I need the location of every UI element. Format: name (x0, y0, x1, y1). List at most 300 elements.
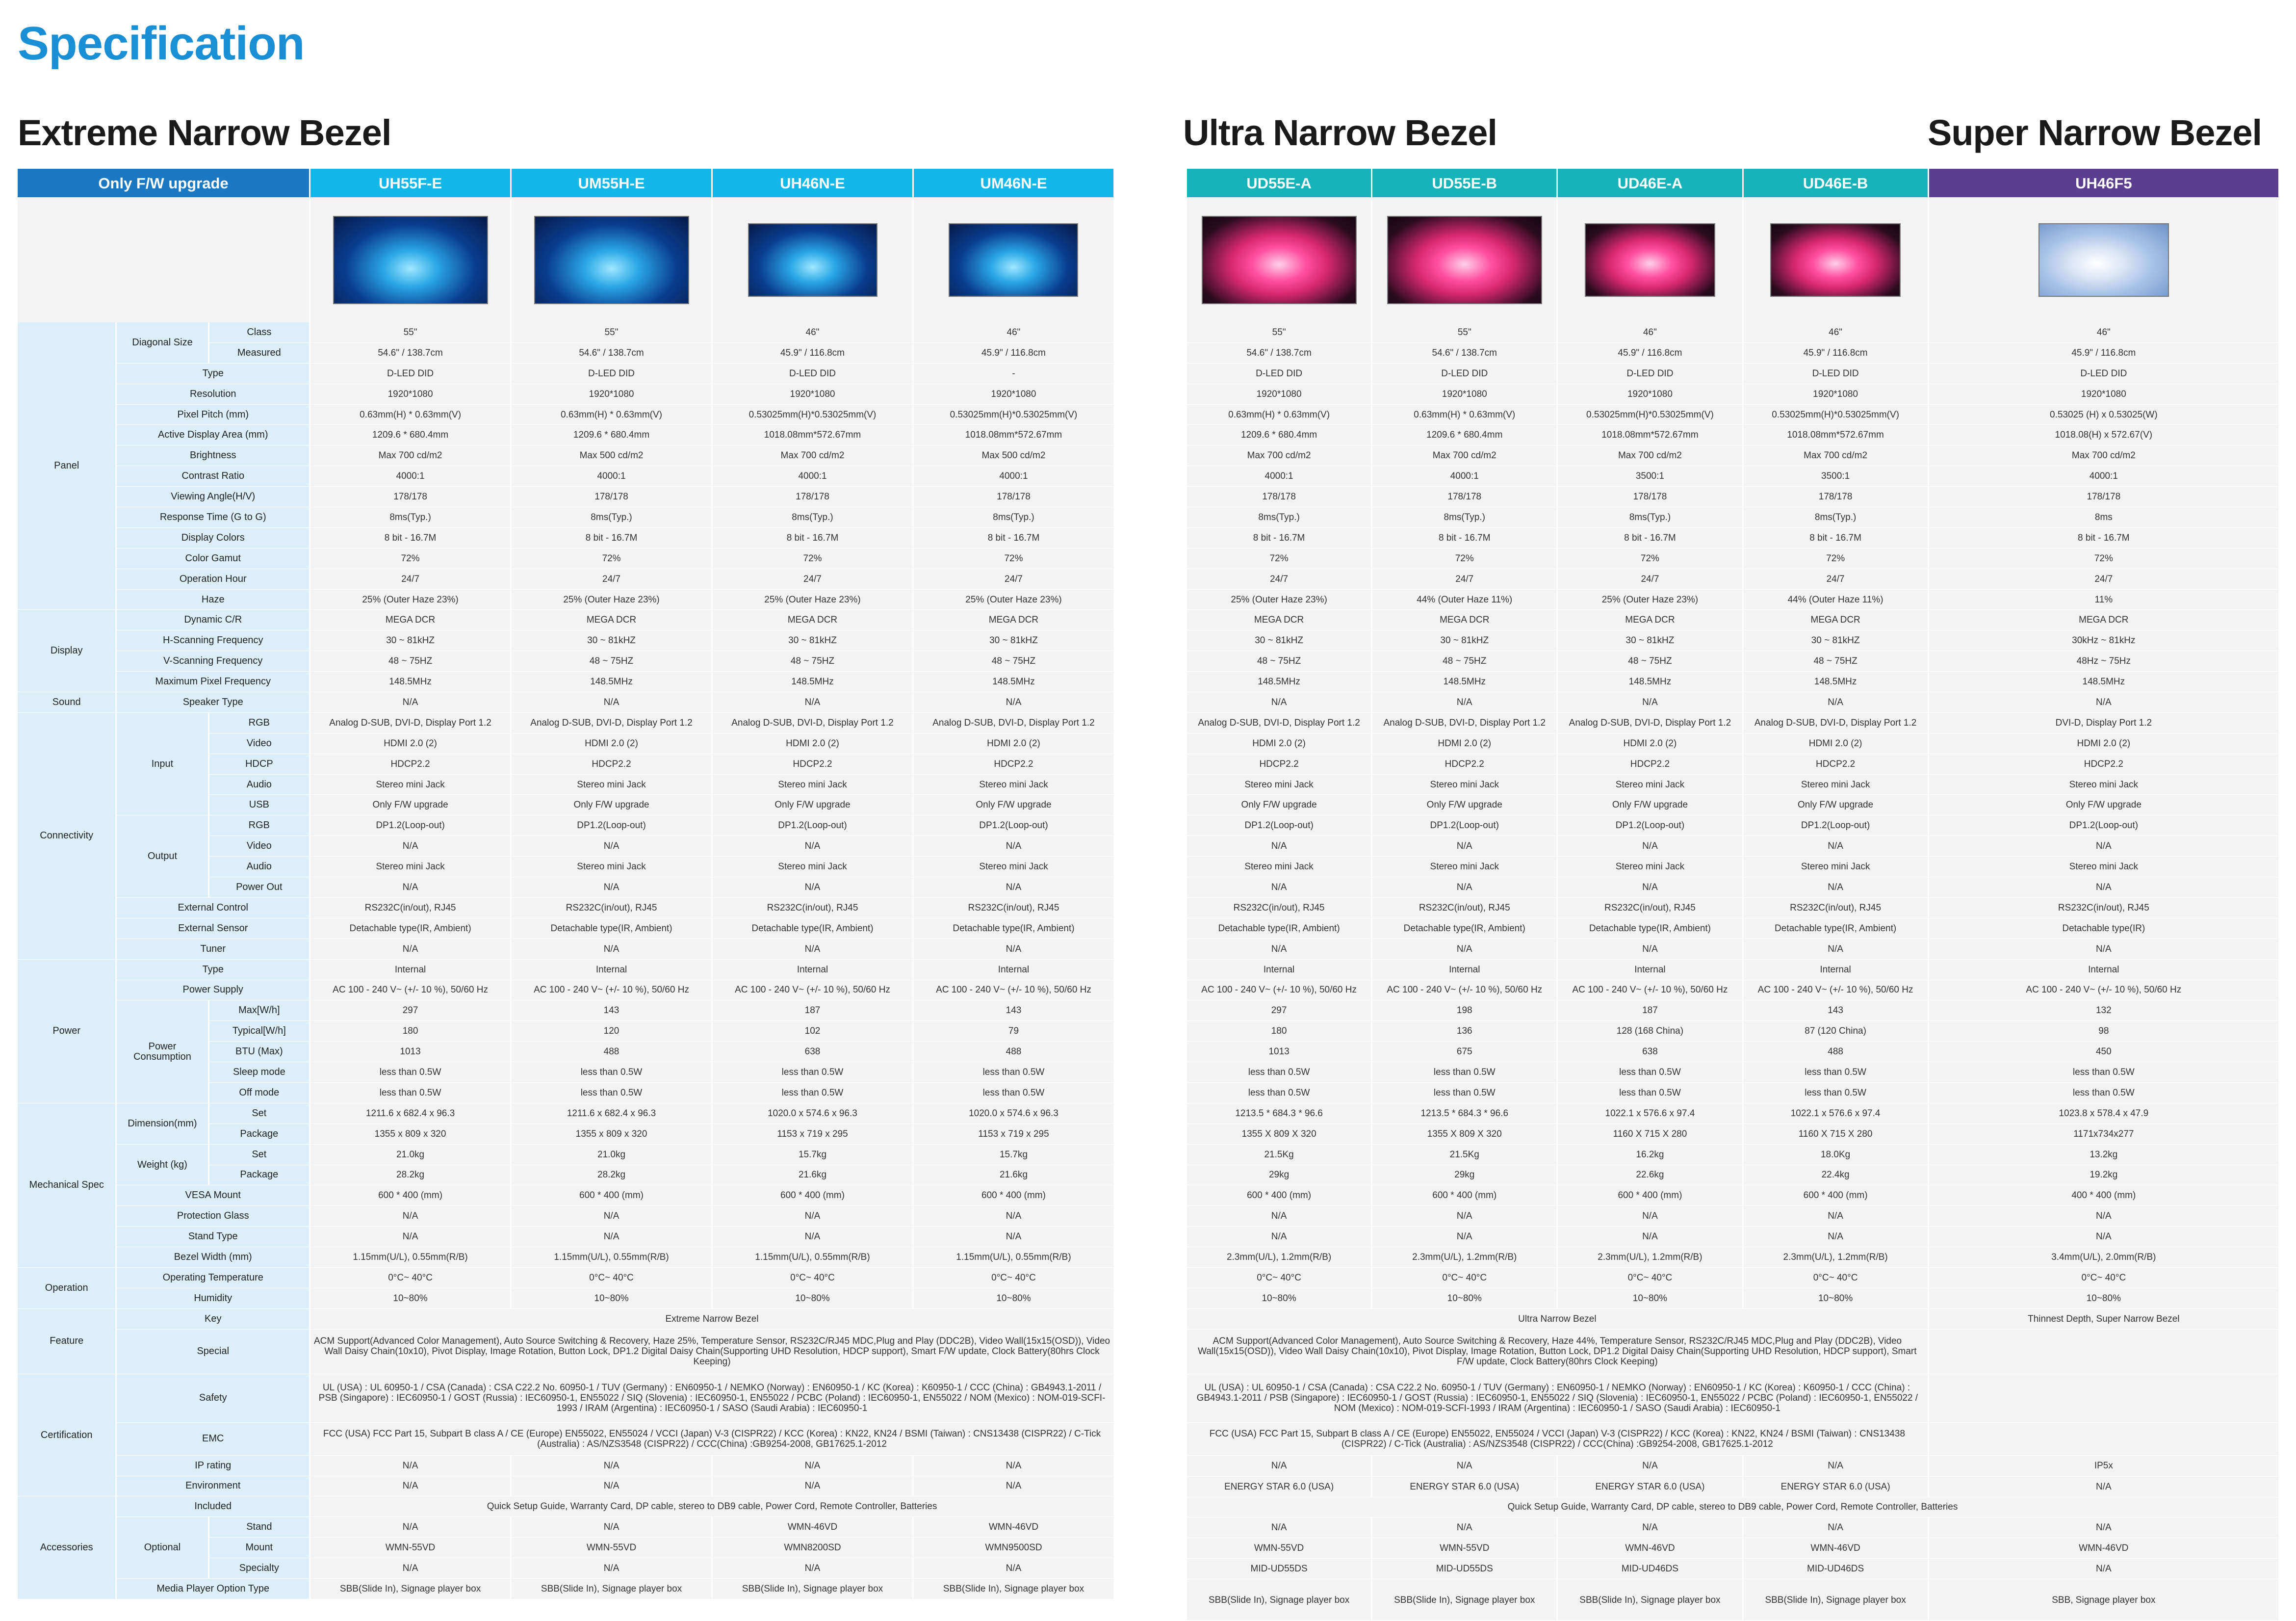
spec-value: MEGA DCR (1187, 610, 1371, 630)
spec-value: 1920*1080 (1744, 384, 1928, 405)
table-row (1183, 487, 2278, 507)
table-row (1183, 610, 2278, 630)
row-label: Set (209, 1145, 310, 1165)
row-label: Set (209, 1103, 310, 1124)
spec-value: 8ms(Typ.) (1744, 507, 1928, 528)
spec-value: 1020.0 x 574.6 x 96.3 (914, 1103, 1113, 1124)
spec-value: 21.6kg (713, 1165, 912, 1186)
table-row (1183, 1309, 2278, 1330)
spec-value: HDCP2.2 (713, 754, 912, 775)
row-label: Safety (117, 1374, 309, 1423)
spec-value: Internal (713, 960, 912, 980)
row-label: Max[W/h] (209, 1000, 310, 1021)
table-row (18, 322, 1113, 343)
hidden-spacer (1183, 754, 1186, 775)
spec-value: 0°C~ 40°C (512, 1268, 711, 1288)
table-row (18, 1206, 1113, 1227)
spec-value: 8ms(Typ.) (1187, 507, 1371, 528)
spec-value: Stereo mini Jack (310, 775, 510, 795)
row-label: BTU (Max) (209, 1042, 310, 1062)
spec-value: 24/7 (914, 569, 1113, 590)
table-row (1183, 405, 2278, 425)
hidden-spacer (1183, 1165, 1186, 1186)
spec-value: 29kg (1187, 1165, 1371, 1186)
spec-value: 8 bit - 16.7M (1929, 528, 2278, 549)
spec-value: N/A (1744, 1227, 1928, 1247)
spec-value: 10~80% (1372, 1288, 1556, 1309)
spec-value: 8 bit - 16.7M (1372, 528, 1556, 549)
spec-value: RS232C(in/out), RJ45 (1372, 898, 1556, 918)
row-label: Media Player Option Type (117, 1579, 309, 1599)
feature-special-value: ACM Support(Advanced Color Management), Auto Source Switching & Recovery, Haze 25%, Temperature Sensor, RS232C/RJ45 MDC,Plug and Play (DDC2B), Video Wall(15x15(OSD)), Video Wall Daisy Chain(10x10), Pivot Display, Image Rotation, Button Lock, DP1.2 Digital Daisy Chain(Supporting UHD Resolution, HDCP support), Smart F/W update, Clock Battery(80hrs Clock Keeping) (310, 1330, 1113, 1374)
spec-value: 600 * 400 (mm) (1558, 1185, 1742, 1206)
table-row (1183, 1165, 2278, 1186)
spec-value: 297 (310, 1000, 510, 1021)
spec-value: 8 bit - 16.7M (914, 528, 1113, 549)
spec-value: 0°C~ 40°C (713, 1268, 912, 1288)
spec-value: N/A (512, 877, 711, 898)
row-label (1184, 1456, 1186, 1477)
spec-value: 25% (Outer Haze 23%) (310, 590, 510, 610)
hidden-spacer (1183, 1103, 1186, 1124)
spec-value: WMN8200SD (713, 1538, 912, 1558)
spec-value: SBB(Slide In), Signage player box (512, 1579, 711, 1599)
spec-value: N/A (1187, 1206, 1371, 1227)
spec-value: D-LED DID (1744, 364, 1928, 384)
spec-value: 148.5MHz (914, 672, 1113, 692)
spec-value: DP1.2(Loop-out) (1744, 815, 1928, 836)
spec-value: Stereo mini Jack (1187, 775, 1371, 795)
spec-value: WMN-46VD (713, 1517, 912, 1538)
hidden-spacer (1183, 445, 1186, 466)
spec-value: N/A (1372, 1517, 1556, 1538)
accessories-included-value: Quick Setup Guide, Warranty Card, DP cable, stereo to DB9 cable, Power Cord, Remote Controller, Batteries (1187, 1497, 2278, 1518)
spec-value: 72% (1187, 549, 1371, 569)
spec-value: HDCP2.2 (914, 754, 1113, 775)
spec-value: 24/7 (512, 569, 711, 590)
spec-value: N/A (713, 692, 912, 713)
spec-value: N/A (512, 939, 711, 960)
spec-value: 16.2kg (1558, 1145, 1742, 1165)
spec-value: 600 * 400 (mm) (713, 1185, 912, 1206)
table-row (1183, 651, 2278, 672)
row-label: RGB (209, 713, 310, 733)
spec-value: 178/178 (1372, 487, 1556, 507)
table-row (1183, 836, 2278, 857)
spec-value: Stereo mini Jack (1187, 857, 1371, 877)
spec-value: 8 bit - 16.7M (1187, 528, 1371, 549)
spec-value: 48Hz ~ 75Hz (1929, 651, 2278, 672)
spec-value: HDCP2.2 (512, 754, 711, 775)
spec-value: Internal (310, 960, 510, 980)
table-row (1183, 384, 2278, 405)
table-row (18, 1103, 1113, 1124)
spec-value: 28.2kg (512, 1165, 711, 1186)
spec-value: 21.5Kg (1187, 1145, 1371, 1165)
spec-value: 45.9" / 116.8cm (713, 343, 912, 364)
cert-safety-value: UL (USA) : UL 60950-1 / CSA (Canada) : CSA C22.2 No. 60950-1 / TUV (Germany) : EN60950-1 / NEMKO (Norway) : EN60950-1 / KC (Korea) : K60950-1 / CCC (China) : GB4943.1-2011 / PSB (Singapore) : IEC60950-1 / GOST (Russia) : IEC60950-1, EN55022 / SIQ (Slovenia) : IEC60950-1, EN55022 / PCBC (Poland) : IEC60950-1, EN55022 / NOM (Mexico) : NOM-019-SCFI-1993 / IRAM (Argentina) : IEC60950-1 / SASO (Saudi Arabia) : IEC60950-1 (310, 1374, 1113, 1423)
spec-value: N/A (1372, 836, 1556, 857)
table-row (18, 672, 1113, 692)
hidden-spacer (1183, 918, 1186, 939)
row-label: Audio (209, 857, 310, 877)
feature-key-value: Ultra Narrow Bezel (1187, 1309, 1928, 1330)
accessories-included-value: Quick Setup Guide, Warranty Card, DP cable, stereo to DB9 cable, Power Cord, Remote Controller, Batteries (310, 1496, 1113, 1517)
hidden-spacer (1183, 630, 1186, 651)
spec-value: 72% (512, 549, 711, 569)
display-product-image (1202, 216, 1357, 304)
row-label: Response Time (G to G) (117, 507, 309, 528)
hidden-spacer (1183, 775, 1186, 795)
spec-value: 143 (512, 1000, 711, 1021)
table-row (18, 466, 1113, 487)
spec-value: D-LED DID (1558, 364, 1742, 384)
row-label: Class (209, 322, 310, 343)
spec-value: Internal (914, 960, 1113, 980)
product-image-cell (1187, 197, 1371, 322)
table-row (1183, 549, 2278, 569)
spec-value: 1013 (310, 1042, 510, 1062)
spec-value: 21.0kg (512, 1145, 711, 1165)
spec-value: N/A (1558, 836, 1742, 857)
row-label (1184, 1477, 1186, 1497)
spec-value: Max 700 cd/m2 (1558, 445, 1742, 466)
table-row (18, 815, 1113, 836)
spec-value: less than 0.5W (1744, 1062, 1928, 1083)
model-header-ud55e-b: UD55E-B (1372, 169, 1556, 197)
spec-value: N/A (512, 1456, 711, 1476)
row-label: VESA Mount (117, 1185, 309, 1206)
spec-value: 178/178 (1744, 487, 1928, 507)
spec-value: 297 (1187, 1000, 1371, 1021)
spec-value: 54.6" / 138.7cm (310, 343, 510, 364)
table-row (1183, 795, 2278, 815)
spec-value: N/A (512, 1558, 711, 1579)
table-row (1183, 1185, 2278, 1206)
spec-value: HDMI 2.0 (2) (1744, 733, 1928, 754)
spec-value: 0.53025mm(H)*0.53025mm(V) (1558, 405, 1742, 425)
spec-value: 24/7 (1372, 569, 1556, 590)
spec-value: N/A (310, 1227, 510, 1247)
spec-value: 30kHz ~ 81kHz (1929, 630, 2278, 651)
row-label: Active Display Area (mm) (117, 425, 309, 445)
hidden-spacer (1183, 1083, 1186, 1103)
spec-value: DP1.2(Loop-out) (713, 815, 912, 836)
spec-value: N/A (310, 1558, 510, 1579)
section-title-ultra: Ultra Narrow Bezel (1183, 112, 1497, 153)
spec-value: MEGA DCR (1744, 610, 1928, 630)
spec-value: 3500:1 (1558, 466, 1742, 487)
spec-value: WMN-55VD (1187, 1538, 1371, 1559)
spec-value: 44% (Outer Haze 11%) (1372, 590, 1556, 610)
model-header-um46n-e: UM46N-E (914, 169, 1113, 197)
spec-value: 488 (512, 1042, 711, 1062)
spec-value: 8 bit - 16.7M (1744, 528, 1928, 549)
row-label: Package (209, 1124, 310, 1145)
spec-value: AC 100 - 240 V~ (+/- 10 %), 50/60 Hz (1744, 980, 1928, 1001)
spec-value: 24/7 (713, 569, 912, 590)
table-row (18, 1288, 1113, 1309)
row-label: Sleep mode (209, 1062, 310, 1083)
spec-value: 1209.6 * 680.4mm (512, 425, 711, 445)
spec-value: RS232C(in/out), RJ45 (1187, 898, 1371, 918)
spec-value: 0.53025 (H) x 0.53025(W) (1929, 405, 2278, 425)
spec-value: Stereo mini Jack (512, 775, 711, 795)
table-row (1183, 898, 2278, 918)
spec-value: 48 ~ 75HZ (713, 651, 912, 672)
spec-value: 0.63mm(H) * 0.63mm(V) (310, 405, 510, 425)
table-row (1183, 466, 2278, 487)
spec-value: 11% (1929, 590, 2278, 610)
spec-value: 1209.6 * 680.4mm (1372, 425, 1556, 445)
spec-value: 178/178 (713, 487, 912, 507)
spec-value: 1355 x 809 x 320 (310, 1124, 510, 1145)
spec-value: 46" (1744, 322, 1928, 343)
spec-value: 45.9" / 116.8cm (1558, 343, 1742, 364)
hidden-spacer (1183, 425, 1186, 445)
hidden-spacer (1183, 1227, 1186, 1247)
spec-value: N/A (1744, 877, 1928, 898)
spec-value: SBB(Slide In), Signage player box (1558, 1579, 1742, 1621)
spec-value: N/A (512, 692, 711, 713)
spec-value: HDCP2.2 (310, 754, 510, 775)
table-row (18, 630, 1113, 651)
spec-value: 143 (914, 1000, 1113, 1021)
spec-value: 10~80% (310, 1288, 510, 1309)
spec-value: Stereo mini Jack (1372, 775, 1556, 795)
spec-value: 25% (Outer Haze 23%) (713, 590, 912, 610)
spec-value: SBB, Signage player box (1929, 1579, 2278, 1621)
table-row (1183, 815, 2278, 836)
table-row (18, 507, 1113, 528)
spec-value: 21.5Kg (1372, 1145, 1556, 1165)
hidden-spacer (1183, 733, 1186, 754)
spec-value: WMN-55VD (512, 1538, 711, 1558)
hidden-spacer (1183, 857, 1186, 877)
spec-value: 10~80% (1744, 1288, 1928, 1309)
spec-value: 15.7kg (713, 1145, 912, 1165)
spec-value: 30 ~ 81kHZ (1744, 630, 1928, 651)
spec-value: N/A (1744, 1206, 1928, 1227)
product-image-cell (914, 197, 1113, 322)
hidden-spacer (1183, 1185, 1186, 1206)
spec-value: 8ms(Typ.) (713, 507, 912, 528)
spec-value: N/A (713, 877, 912, 898)
spec-value: less than 0.5W (1558, 1083, 1742, 1103)
page-title: Specification (18, 17, 305, 70)
spec-value: N/A (1372, 877, 1556, 898)
row-label: Power Supply (117, 980, 309, 1001)
spec-value: Analog D-SUB, DVI-D, Display Port 1.2 (310, 713, 510, 733)
spec-value: 55" (310, 322, 510, 343)
spec-value: DP1.2(Loop-out) (1187, 815, 1371, 836)
hidden-spacer (1183, 1021, 1186, 1042)
spec-value: AC 100 - 240 V~ (+/- 10 %), 50/60 Hz (914, 980, 1113, 1001)
spec-value: Stereo mini Jack (512, 857, 711, 877)
spec-value: 1160 X 715 X 280 (1558, 1124, 1742, 1145)
display-product-image (949, 223, 1078, 297)
spec-value: N/A (1929, 877, 2278, 898)
spec-value: N/A (1187, 1517, 1371, 1538)
row-label (1184, 1497, 1186, 1518)
model-header-ud46e-a: UD46E-A (1558, 169, 1742, 197)
spec-value: 600 * 400 (mm) (914, 1185, 1113, 1206)
hidden-spacer (1183, 1206, 1186, 1227)
spec-value: less than 0.5W (713, 1062, 912, 1083)
spec-value: HDMI 2.0 (2) (1187, 733, 1371, 754)
spec-value: 22.6kg (1558, 1165, 1742, 1186)
spec-value: 1213.5 * 684.3 * 96.6 (1187, 1103, 1371, 1124)
spec-value: Internal (512, 960, 711, 980)
row-label: Key (117, 1309, 309, 1330)
spec-value: 148.5MHz (1187, 672, 1371, 692)
spec-value: N/A (1558, 877, 1742, 898)
spec-value: 25% (Outer Haze 23%) (1187, 590, 1371, 610)
spec-value: 24/7 (1744, 569, 1928, 590)
spec-value: Internal (1929, 960, 2278, 980)
spec-value: 29kg (1372, 1165, 1556, 1186)
spec-value: RS232C(in/out), RJ45 (914, 898, 1113, 918)
spec-value: 120 (512, 1021, 711, 1042)
spec-value: HDMI 2.0 (2) (1372, 733, 1556, 754)
cert-emc-value: FCC (USA) FCC Part 15, Subpart B class A / CE (Europe) EN55022, EN55024 / VCCI (Japan) V-3 (CISPR22) / KCC (Korea) : KN22, KN24 / BSMI (Taiwan) : CNS13438 (CISPR22) / C-Tick (Australia) : AS/NZS3548 (CISPR22) / CCC(China) :GB9254-2008, GB17625.1-2012 (1187, 1423, 1928, 1456)
cert-emc-value: FCC (USA) FCC Part 15, Subpart B class A / CE (Europe) EN55022, EN55024 / VCCI (Japan) V-3 (CISPR22) / KCC (Korea) : KN22, KN24 / BSMI (Taiwan) : CNS13438 (CISPR22) / C-Tick (Australia) : AS/NZS3548 (CISPR22) / CCC(China) :GB9254-2008, GB17625.1-2012 (310, 1423, 1113, 1456)
spec-value: 148.5MHz (1744, 672, 1928, 692)
spec-value: 30 ~ 81kHZ (1558, 630, 1742, 651)
spec-value: 1018.08mm*572.67mm (713, 425, 912, 445)
spec-value: MEGA DCR (713, 610, 912, 630)
hidden-spacer (1183, 487, 1186, 507)
spec-value: HDCP2.2 (1372, 754, 1556, 775)
row-label: Tuner (117, 939, 309, 960)
row-label: External Sensor (117, 918, 309, 939)
table-row (18, 197, 1113, 322)
row-label: Stand (209, 1517, 310, 1538)
display-product-image (1387, 216, 1542, 304)
spec-value: 1018.08(H) x 572.67(V) (1929, 425, 2278, 445)
spec-value: WMN-55VD (1372, 1538, 1556, 1559)
table-row (1183, 1497, 2278, 1518)
table-row (1183, 1538, 2278, 1559)
table-row (1183, 1062, 2278, 1083)
spec-value: 46" (1558, 322, 1742, 343)
spec-value: 102 (713, 1021, 912, 1042)
table-row (18, 425, 1113, 445)
spec-value: 30 ~ 81kHZ (1187, 630, 1371, 651)
model-header-uh55f-e: UH55F-E (310, 169, 510, 197)
spec-value: Only F/W upgrade (1744, 795, 1928, 815)
spec-value: 1355 X 809 X 320 (1372, 1124, 1556, 1145)
spec-value: MEGA DCR (914, 610, 1113, 630)
spec-value: 8ms (1929, 507, 2278, 528)
spec-value: 8 bit - 16.7M (713, 528, 912, 549)
table-row (1183, 507, 2278, 528)
table-row (18, 364, 1113, 384)
spec-value: 10~80% (914, 1288, 1113, 1309)
product-image-cell (1372, 197, 1556, 322)
spec-value: N/A (310, 877, 510, 898)
spec-value: 1018.08mm*572.67mm (914, 425, 1113, 445)
table-row (1183, 197, 2278, 322)
table-row (1183, 364, 2278, 384)
hidden-spacer (1183, 197, 1186, 322)
spec-value: 1.15mm(U/L), 0.55mm(R/B) (914, 1247, 1113, 1268)
feature-key-value: Thinnest Depth, Super Narrow Bezel (1929, 1309, 2278, 1330)
table-row (1183, 1000, 2278, 1021)
spec-value: Internal (1558, 960, 1742, 980)
spec-value: less than 0.5W (310, 1062, 510, 1083)
spec-value: 180 (1187, 1021, 1371, 1042)
spec-value: DVI-D, Display Port 1.2 (1929, 713, 2278, 733)
spec-value: Only F/W upgrade (713, 795, 912, 815)
hidden-spacer (1183, 795, 1186, 815)
spec-value: N/A (1558, 692, 1742, 713)
spec-value: 1153 x 719 x 295 (914, 1124, 1113, 1145)
spec-value: less than 0.5W (1744, 1083, 1928, 1103)
spec-value: HDMI 2.0 (2) (914, 733, 1113, 754)
spec-value: N/A (1929, 836, 2278, 857)
row-label: Haze (117, 590, 309, 610)
hidden-spacer (1183, 651, 1186, 672)
table-row (1183, 425, 2278, 445)
hidden-spacer (1183, 939, 1186, 960)
spec-value: N/A (1929, 692, 2278, 713)
spec-value: less than 0.5W (512, 1062, 711, 1083)
row-label: Display Colors (117, 528, 309, 549)
spec-value: 24/7 (1558, 569, 1742, 590)
hidden-spacer (1183, 507, 1186, 528)
table-row (18, 1517, 1113, 1538)
spec-value: 148.5MHz (1929, 672, 2278, 692)
spec-value: 48 ~ 75HZ (1187, 651, 1371, 672)
spec-value: ENERGY STAR 6.0 (USA) (1558, 1477, 1742, 1497)
spec-value: Only F/W upgrade (1929, 795, 2278, 815)
row-label (1184, 1374, 1186, 1423)
spec-value: AC 100 - 240 V~ (+/- 10 %), 50/60 Hz (310, 980, 510, 1001)
model-header-ud55e-a: UD55E-A (1187, 169, 1371, 197)
spec-value: N/A (1187, 939, 1371, 960)
spec-value: Analog D-SUB, DVI-D, Display Port 1.2 (713, 713, 912, 733)
spec-value: Analog D-SUB, DVI-D, Display Port 1.2 (1744, 713, 1928, 733)
spec-value: 1209.6 * 680.4mm (310, 425, 510, 445)
spec-value: less than 0.5W (310, 1083, 510, 1103)
spec-value: 0.63mm(H) * 0.63mm(V) (512, 405, 711, 425)
spec-value: 10~80% (512, 1288, 711, 1309)
table-row (18, 1247, 1113, 1268)
spec-value: Analog D-SUB, DVI-D, Display Port 1.2 (914, 713, 1113, 733)
spec-value: Stereo mini Jack (713, 775, 912, 795)
spec-value: 48 ~ 75HZ (310, 651, 510, 672)
table-row (1183, 630, 2278, 651)
spec-value: 488 (914, 1042, 1113, 1062)
table-row (1183, 754, 2278, 775)
spec-value: N/A (914, 1476, 1113, 1497)
spec-value: N/A (1558, 939, 1742, 960)
spec-value: 55" (1372, 322, 1556, 343)
row-label: Special (117, 1330, 309, 1374)
row-label: Maximum Pixel Frequency (117, 672, 309, 692)
spec-value: MEGA DCR (1558, 610, 1742, 630)
spec-value: Max 700 cd/m2 (310, 445, 510, 466)
category-operation: Operation (18, 1268, 115, 1309)
spec-value: Stereo mini Jack (1558, 775, 1742, 795)
spec-value: 44% (Outer Haze 11%) (1744, 590, 1928, 610)
hidden-spacer (1183, 1145, 1186, 1165)
spec-value: Max 700 cd/m2 (1372, 445, 1556, 466)
spec-value: 4000:1 (1187, 466, 1371, 487)
spec-value: 0°C~ 40°C (310, 1268, 510, 1288)
row-label: Included (117, 1496, 309, 1517)
